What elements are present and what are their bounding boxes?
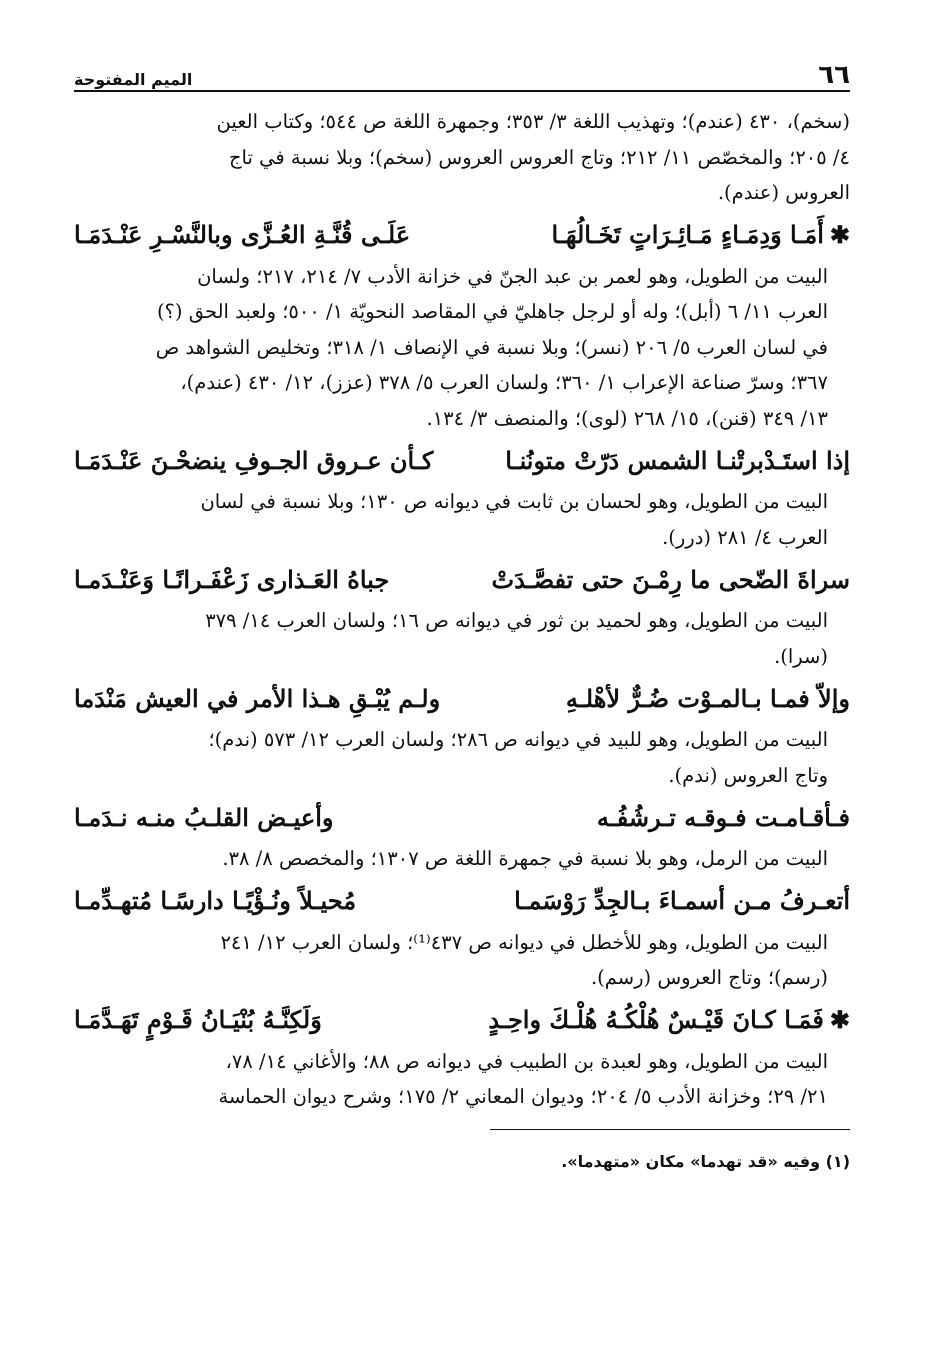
star-marker: ✱ [829,1005,850,1034]
text-line: (رسم)؛ وتاج العروس (رسم). [590,966,828,989]
verse-first-hemistich: ✱فَمَـا كـانَ قَيْـسٌ هُلْكُـهُ هُلْـكَ واحِـدٍ [488,1005,850,1034]
verse-line [74,793,850,841]
verse-commentary [74,603,850,674]
text-line: ٣٦٧؛ وسرّ صناعة الإعراب ١/ ٣٦٠؛ ولسان العرب ٥/ ٣٧٨ (عزز)، ١٢/ ٤٣٠ (عندم)، [180,371,828,394]
verse-line [74,436,850,484]
verse-commentary [74,841,850,877]
running-header [74,56,850,92]
text-line: البيت من الطويل، وهو لحسان بن ثابت في ديوانه ص ١٣٠؛ وبلا نسبة في لسان [200,490,828,513]
verse-commentary [74,925,850,996]
running-title: الميم المفتوحة [74,70,193,89]
text-line: البيت من الطويل، وهو للبيد في ديوانه ص ٢٨٦؛ ولسان العرب ١٢/ ٥٧٣ (ندم)؛ [208,728,828,751]
verse-second-hemistich: وَلَكِنَّـهُ بُنْيَـانُ قَـوْمٍ تَهَـدَّمَـا [74,1005,322,1034]
verse-first-hemistich: فـأقـامـت فـوقـه تـرشُفُـه [596,802,850,832]
text-line: البيت من الطويل، وهو لحميد بن ثور في ديوانه ص ١٦؛ ولسان العرب ١٤/ ٣٧٩ [205,609,828,632]
text-line: ٤/ ٢٠٥؛ والمخصّص ١١/ ٢١٢؛ وتاج العروس العروس (سخم)؛ وبلا نسبة في تاج [228,145,850,169]
verse-second-hemistich: وأعيـض القلـبُ منـه نـدَمـا [74,802,334,832]
verse-line [74,211,850,259]
verse-line [74,555,850,603]
text-line: ٢١/ ٢٩؛ وخزانة الأدب ٥/ ٢٠٤؛ وديوان المعاني ٢/ ١٧٥؛ وشرح ديوان الحماسة [218,1085,828,1108]
text-line: في لسان العرب ٥/ ٢٠٦ (نسر)؛ وبلا نسبة في الإنصاف ١/ ٣١٨؛ وتخليص الشواهد ص [155,335,828,359]
verse-first-hemistich: إذا استَـدْبرتْنـا الشمس دَرّتْ متونُنـا [505,445,850,475]
text-line: ١٣/ ٣٤٩ (قنن)، ١٥/ ٢٦٨ (لوى)؛ والمنصف ٣/ ١٣٤. [426,406,828,430]
text-line: (سخم)، ٤٣٠ (عندم)؛ وتهذيب اللغة ٣/ ٣٥٣؛ وجمهرة اللغة ص ٥٤٤؛ وكتاب العين [216,110,850,133]
verse-second-hemistich: ولـم يُبْـقِ هـذا الأمر في العيش مَنْدَما [74,683,441,713]
verse-line [74,674,850,722]
text-line: البيت من الطويل، وهو لعمر بن عبد الجنّ في خزانة الأدب ٧/ ٢١٤، ٢١٧؛ ولسان [197,264,828,288]
opening-paragraph [74,104,850,211]
text-line: العرب ١١/ ٦ (أبل)؛ وله أو لرجل جاهليّ في المقاصد النحويّة ١/ ٥٠٠؛ ولعبد الحق (؟) [156,300,828,323]
verse-first-hemistich: سراةَ الضّحى ما رِمْـنَ حتى تفصَّـدَتْ [491,564,850,594]
verse-second-hemistich: كـأن عـروق الجـوفِ ينضحْـنَ عَنْـدَمَـا [74,445,434,475]
verse-commentary [74,259,850,437]
verse-commentary [74,722,850,793]
verse-first-hemistich: ✱أَمَـا وَدِمَـاءٍ مَـائِـرَاتٍ تَخَـالُهَـا [551,220,850,249]
text-line: (سرا). [774,644,828,668]
text-line: العروس (عندم). [717,181,850,204]
footnote-separator [490,1129,850,1130]
star-marker: ✱ [829,220,850,249]
text-line: البيت من الطويل، وهو للأخطل في ديوانه ص ٤٣٧⁽¹⁾؛ ولسان العرب ١٢/ ٢٤١ [220,930,828,954]
verse-first-hemistich: وإلاّ فمـا بـالمـوْت ضُـرٌّ لأهْلـهِ [565,683,850,713]
page-number: ٦٦ [818,60,850,90]
verse-second-hemistich: عَلَـى قُنَّـةِ العُـزَّى وبالنَّسْـرِ عَنْـدَمَـا [74,220,411,249]
verse-second-hemistich: جباهُ العَـذارى زَعْفَـرانًـا وَعَنْـدَمـا [74,564,390,594]
footnote: (١) وفيه «قد تهدما» مكان «متهدما». [561,1151,850,1171]
text-line: البيت من الطويل، وهو لعبدة بن الطبيب في ديوانه ص ٨٨؛ والأغاني ١٤/ ٧٨، [225,1049,828,1073]
verse-line [74,996,850,1044]
verse-commentary [74,1044,850,1115]
verse-line [74,877,850,925]
verse-first-hemistich: أتعـرفُ مـن أسمـاءَ بـالجِدِّ رَوْسَمـا [514,886,850,915]
verse-commentary [74,484,850,555]
text-line: وتاج العروس (ندم). [668,763,828,787]
verse-second-hemistich: مُحيـلاً ونُـؤْيًـا دارسًـا مُتهـدِّمـا [74,886,357,915]
text-line: البيت من الرمل، وهو بلا نسبة في جمهرة اللغة ص ١٣٠٧؛ والمخصص ٨/ ٣٨. [222,847,828,870]
page [74,56,850,1171]
text-line: العرب ٤/ ٢٨١ (درر). [662,525,828,549]
